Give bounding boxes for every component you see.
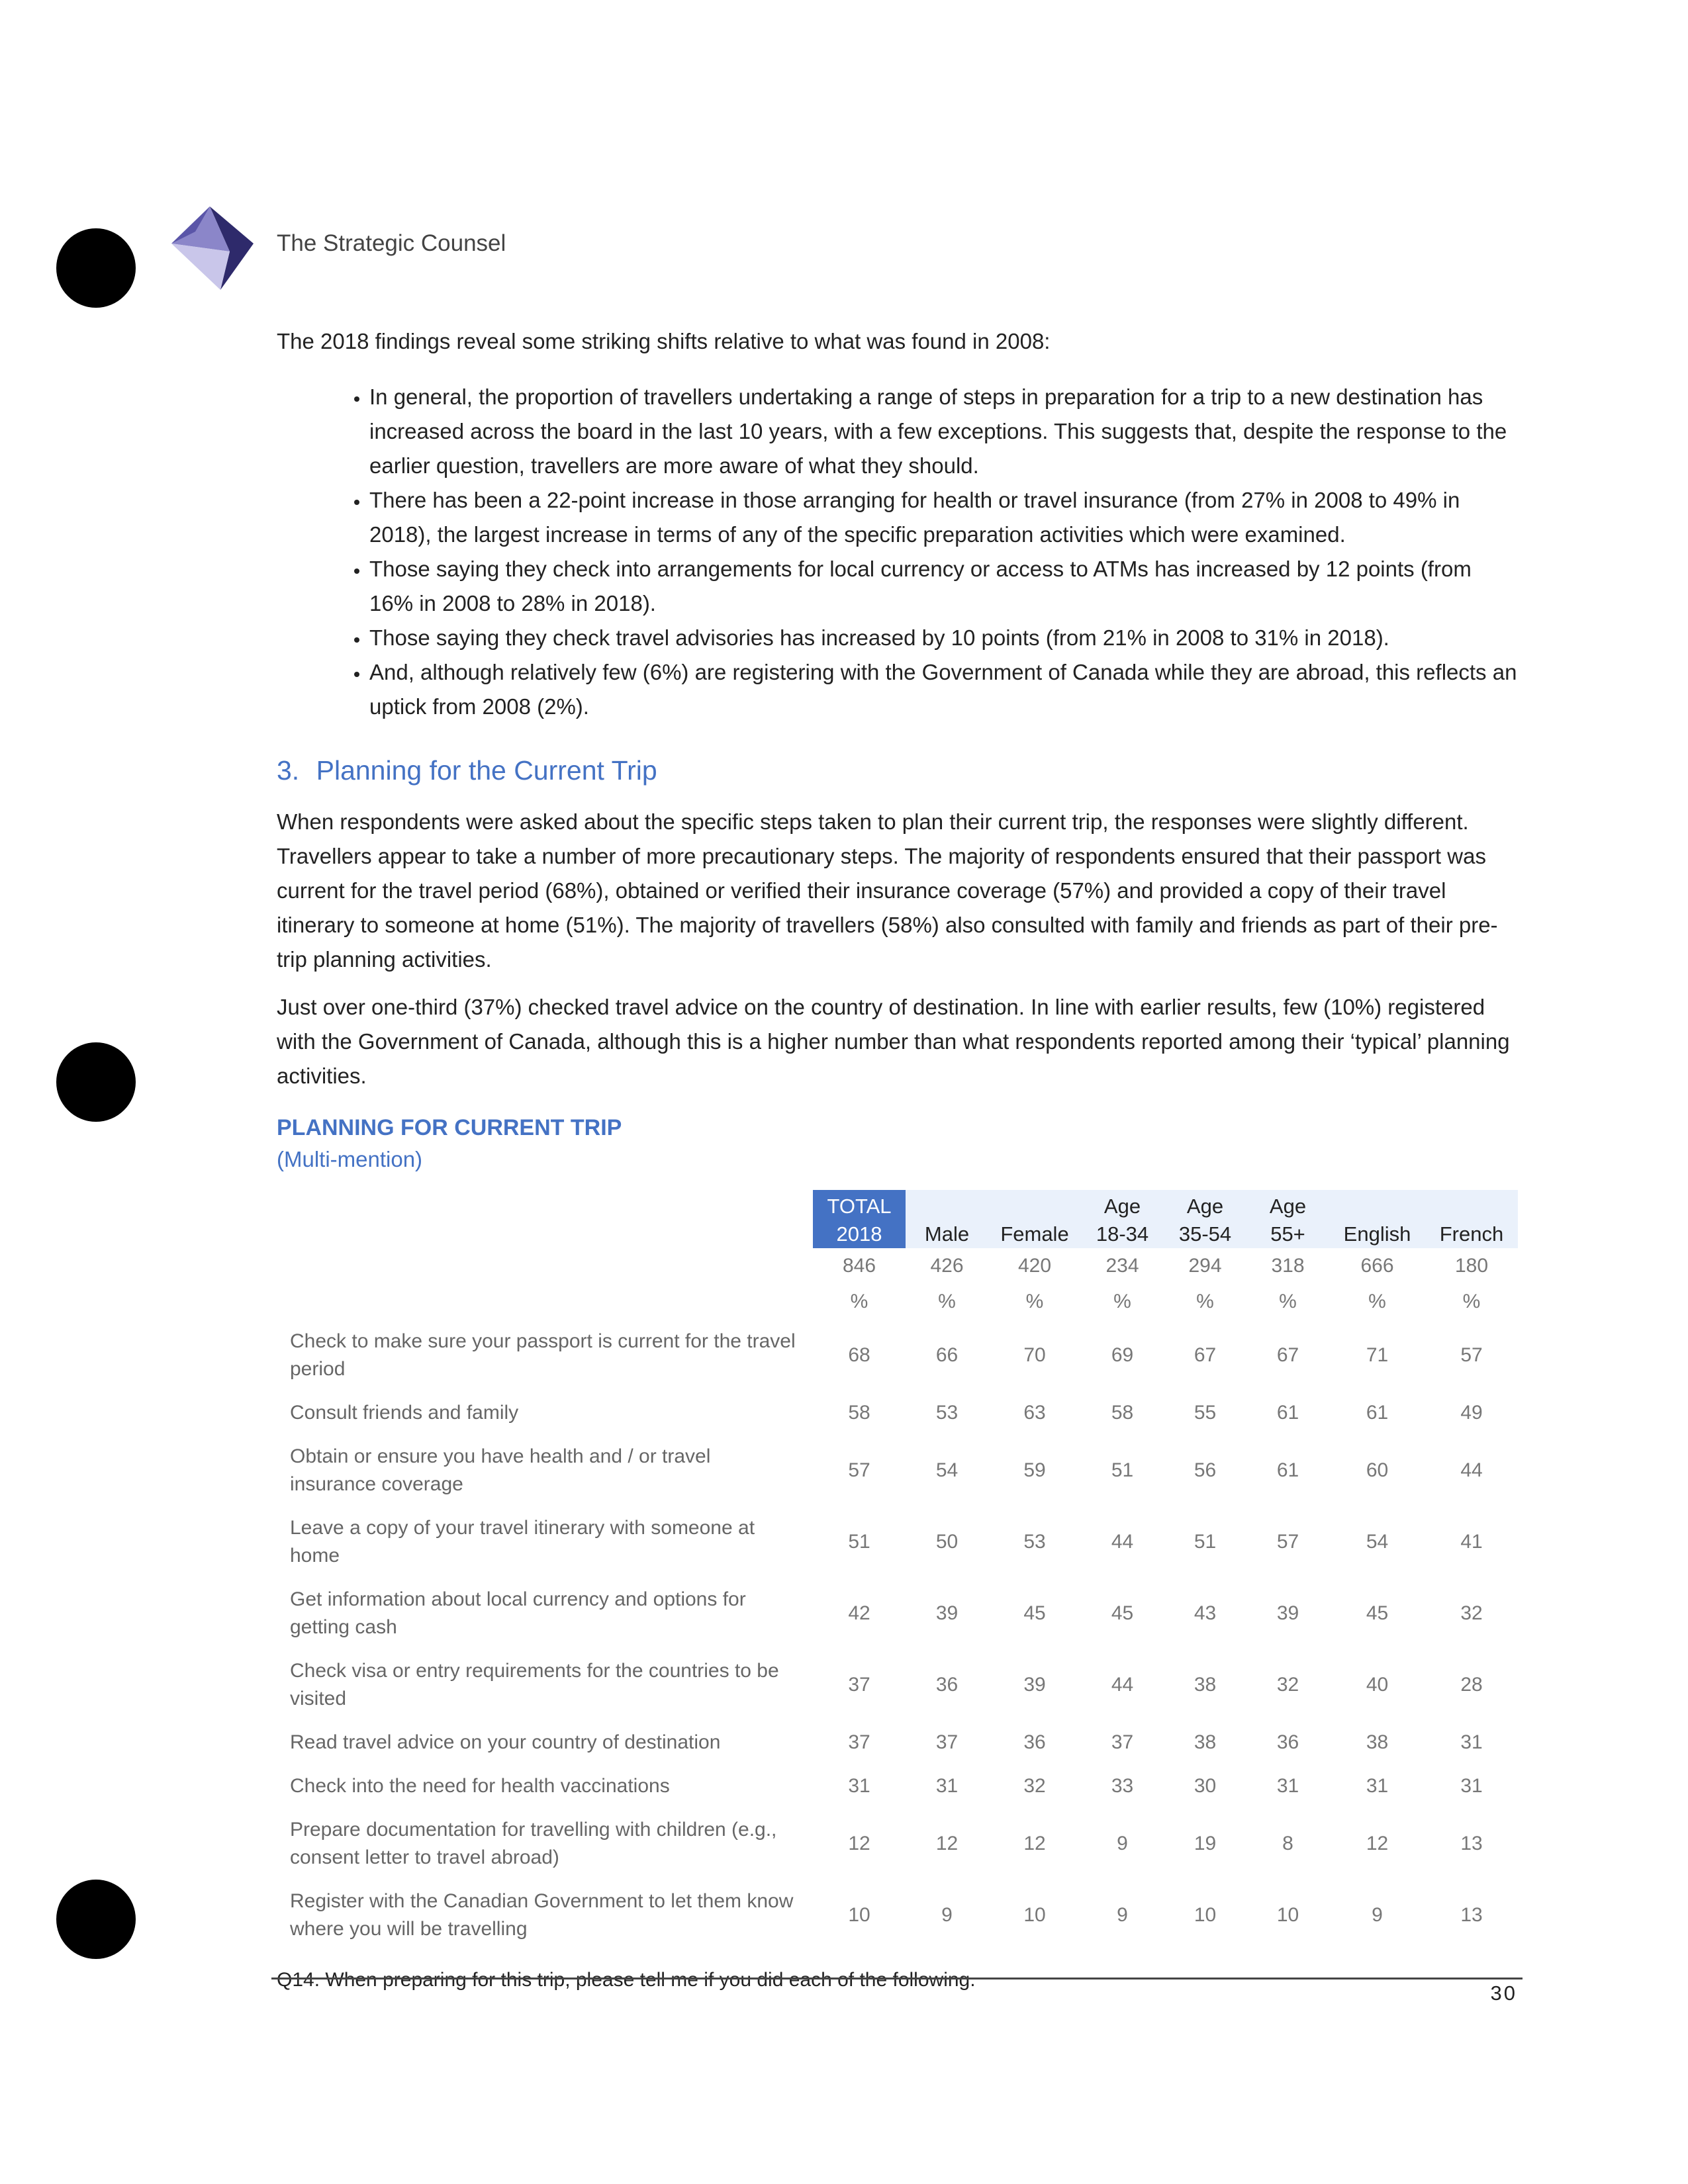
- value-cell: 57: [1460, 1344, 1483, 1366]
- punch-hole-middle: [56, 1042, 136, 1122]
- value-cell: 12: [935, 1833, 959, 1854]
- row-label: Consult friends and family: [290, 1402, 519, 1424]
- row-label: Check into the need for health vaccinations: [290, 1775, 670, 1797]
- value-cell: 10: [1276, 1904, 1299, 1926]
- unit-cell: %: [850, 1291, 868, 1312]
- value-cell: 31: [848, 1775, 870, 1797]
- value-cell: 9: [1372, 1904, 1383, 1926]
- value-cell: 39: [935, 1602, 959, 1624]
- value-cell: 53: [935, 1402, 959, 1424]
- value-cell: 53: [1023, 1531, 1046, 1553]
- value-cell: 61: [1276, 1402, 1299, 1424]
- table-row: [277, 1764, 1518, 1808]
- value-cell: 37: [935, 1731, 959, 1753]
- value-cell: 58: [848, 1402, 870, 1424]
- brand-name: The Strategic Counsel: [277, 230, 506, 256]
- base-cell: 426: [930, 1255, 964, 1277]
- value-cell: 44: [1460, 1459, 1483, 1481]
- footer-divider: [271, 1978, 1523, 1979]
- section-number: 3.: [277, 755, 300, 786]
- value-cell: 60: [1366, 1459, 1389, 1481]
- base-cell: 666: [1360, 1255, 1394, 1277]
- column-header-total: TOTAL 2018: [813, 1190, 906, 1248]
- value-cell: 31: [1276, 1775, 1299, 1797]
- finding-item: • Those saying they check into arrangements for local currency or access to ATMs has increased by 12 points (from 16% in 2008 to 28% in 2018).: [369, 552, 1518, 621]
- table-row: [277, 1880, 1518, 1951]
- unit-cell: %: [1279, 1291, 1297, 1312]
- base-row: [277, 1248, 1518, 1284]
- value-cell: 40: [1366, 1674, 1389, 1696]
- table-row: [277, 1649, 1518, 1721]
- value-cell: 54: [1366, 1531, 1389, 1553]
- value-cell: 55: [1194, 1402, 1217, 1424]
- value-cell: 32: [1460, 1602, 1483, 1624]
- section-title: Planning for the Current Trip: [316, 755, 657, 786]
- unit-cell: %: [1368, 1291, 1386, 1312]
- value-cell: 54: [935, 1459, 959, 1481]
- value-cell: 32: [1023, 1775, 1046, 1797]
- column-header-age-18-34: Age 18-34: [1081, 1190, 1164, 1248]
- row-label: Check visa or entry requirements for the countries to be visited: [290, 1660, 779, 1709]
- value-cell: 70: [1023, 1344, 1046, 1366]
- value-cell: 37: [848, 1674, 870, 1696]
- punch-hole-top: [56, 228, 136, 308]
- unit-cell: %: [1113, 1291, 1131, 1312]
- value-cell: 51: [848, 1531, 870, 1553]
- findings-list: [277, 380, 1518, 724]
- finding-item: • And, although relatively few (6%) are registering with the Government of Canada while they are abroad, this reflects an uptick from 2008 (2%).: [369, 655, 1518, 724]
- value-cell: 45: [1023, 1602, 1046, 1624]
- header-blank: [277, 1190, 813, 1248]
- value-cell: 57: [848, 1459, 870, 1481]
- value-cell: 31: [1460, 1731, 1483, 1753]
- table-row: [277, 1808, 1518, 1880]
- base-label: [277, 1248, 813, 1284]
- table-title: PLANNING FOR CURRENT TRIP: [277, 1115, 622, 1140]
- unit-cell: %: [938, 1291, 956, 1312]
- value-cell: 31: [1366, 1775, 1389, 1797]
- value-cell: 9: [1117, 1904, 1128, 1926]
- table-subtitle: (Multi-mention): [277, 1147, 423, 1171]
- column-header-female: Female: [988, 1190, 1081, 1248]
- unit-cell: %: [1025, 1291, 1044, 1312]
- column-header-male: Male: [906, 1190, 988, 1248]
- punch-hole-bottom: [56, 1880, 136, 1959]
- table-body: [277, 1320, 1518, 1951]
- value-cell: 50: [935, 1531, 959, 1553]
- intro-paragraph: The 2018 findings reveal some striking shifts relative to what was found in 2008:: [277, 329, 1051, 353]
- page-number: 30: [1490, 1981, 1517, 2005]
- base-cell: 846: [842, 1255, 876, 1277]
- value-cell: 31: [1460, 1775, 1483, 1797]
- value-cell: 38: [1194, 1674, 1217, 1696]
- value-cell: 61: [1366, 1402, 1389, 1424]
- value-cell: 10: [1023, 1904, 1046, 1926]
- unit-cell: %: [1196, 1291, 1214, 1312]
- question-note: Q14. When preparing for this trip, please tell me if you did each of the following.: [277, 1969, 976, 1991]
- row-label: Get information about local currency and options for getting cash: [290, 1588, 746, 1638]
- value-cell: 10: [1194, 1904, 1217, 1926]
- value-cell: 67: [1194, 1344, 1217, 1366]
- value-cell: 36: [935, 1674, 959, 1696]
- strategic-counsel-logo-icon: [169, 205, 255, 291]
- value-cell: 51: [1194, 1531, 1217, 1553]
- section-paragraph: When respondents were asked about the specific steps taken to plan their current trip, the responses were slightly different. Travellers appear to take a number of more precautionary steps. The majority of respondents ensured that their passport was current for the travel period (68%), obtained or verified their insurance coverage (57%) and provided a copy of their travel itinerary to someone at home (51%). The majority of travellers (58%) also consulted with family and friends as part of their pre-trip planning activities.: [277, 809, 1498, 972]
- value-cell: 19: [1194, 1833, 1217, 1854]
- row-label: Check to make sure your passport is current for the travel period: [290, 1330, 796, 1380]
- value-cell: 31: [935, 1775, 959, 1797]
- value-cell: 36: [1276, 1731, 1299, 1753]
- unit-cell: %: [1462, 1291, 1481, 1312]
- row-label: Prepare documentation for travelling with children (e.g., consent letter to travel abroad): [290, 1819, 777, 1868]
- table-row: [277, 1721, 1518, 1764]
- base-cell: 294: [1188, 1255, 1222, 1277]
- value-cell: 44: [1111, 1531, 1134, 1553]
- value-cell: 44: [1111, 1674, 1134, 1696]
- value-cell: 12: [1366, 1833, 1389, 1854]
- section-heading: [277, 751, 1518, 790]
- value-cell: 13: [1460, 1833, 1483, 1854]
- value-cell: 33: [1111, 1775, 1134, 1797]
- value-cell: 37: [848, 1731, 870, 1753]
- value-cell: 57: [1276, 1531, 1299, 1553]
- value-cell: 37: [1111, 1731, 1134, 1753]
- column-header-age-35-54: Age 35-54: [1164, 1190, 1246, 1248]
- value-cell: 59: [1023, 1459, 1046, 1481]
- value-cell: 38: [1366, 1731, 1389, 1753]
- value-cell: 13: [1460, 1904, 1483, 1926]
- unit-row: [277, 1284, 1518, 1320]
- unit-label: [277, 1284, 813, 1320]
- table-row: [277, 1435, 1518, 1506]
- row-label: Read travel advice on your country of destination: [290, 1731, 721, 1753]
- value-cell: 66: [935, 1344, 959, 1366]
- column-header-french: French: [1425, 1190, 1518, 1248]
- value-cell: 43: [1194, 1602, 1217, 1624]
- value-cell: 63: [1023, 1402, 1046, 1424]
- base-cell: 180: [1454, 1255, 1489, 1277]
- value-cell: 42: [848, 1602, 870, 1624]
- base-cell: 234: [1105, 1255, 1139, 1277]
- value-cell: 39: [1276, 1602, 1299, 1624]
- column-header-age-55-plus: Age 55+: [1246, 1190, 1329, 1248]
- finding-item: • In general, the proportion of travellers undertaking a range of steps in preparation for a trip to a new destination has increased across the board in the last 10 years, with a few exceptions. This suggests that, despite the response to the earlier question, travellers are more aware of what they should.: [369, 380, 1518, 483]
- value-cell: 71: [1366, 1344, 1389, 1366]
- section-paragraph: Just over one-third (37%) checked travel advice on the country of destination. In line with earlier results, few (10%) registered with the Government of Canada, although this is a higher number than what respondents reported among their ‘typical’ planning activities.: [277, 995, 1510, 1088]
- value-cell: 28: [1460, 1674, 1483, 1696]
- value-cell: 51: [1111, 1459, 1134, 1481]
- table-header-row: [277, 1190, 1518, 1248]
- value-cell: 56: [1194, 1459, 1217, 1481]
- value-cell: 9: [1117, 1833, 1128, 1854]
- table-row: [277, 1578, 1518, 1649]
- row-label: Leave a copy of your travel itinerary with someone at home: [290, 1517, 755, 1567]
- value-cell: 10: [848, 1904, 870, 1926]
- finding-item: • There has been a 22-point increase in those arranging for health or travel insurance (from 27% in 2008 to 49% in 2018), the largest increase in terms of any of the specific preparation activities which were examined.: [369, 483, 1518, 552]
- value-cell: 67: [1276, 1344, 1299, 1366]
- value-cell: 49: [1460, 1402, 1483, 1424]
- value-cell: 39: [1023, 1674, 1046, 1696]
- value-cell: 12: [1023, 1833, 1046, 1854]
- table-row: [277, 1391, 1518, 1435]
- value-cell: 61: [1276, 1459, 1299, 1481]
- value-cell: 32: [1276, 1674, 1299, 1696]
- value-cell: 8: [1282, 1833, 1293, 1854]
- value-cell: 58: [1111, 1402, 1134, 1424]
- base-cell: 420: [1017, 1255, 1052, 1277]
- value-cell: 68: [848, 1344, 870, 1366]
- value-cell: 45: [1366, 1602, 1389, 1624]
- value-cell: 41: [1460, 1531, 1483, 1553]
- value-cell: 9: [941, 1904, 953, 1926]
- value-cell: 36: [1023, 1731, 1046, 1753]
- value-cell: 12: [848, 1833, 870, 1854]
- table-row: [277, 1320, 1518, 1391]
- value-cell: 69: [1111, 1344, 1134, 1366]
- value-cell: 45: [1111, 1602, 1134, 1624]
- planning-table: [277, 1190, 1518, 1951]
- finding-item: • Those saying they check travel advisories has increased by 10 points (from 21% in 2008 to 31% in 2018).: [369, 621, 1518, 655]
- value-cell: 30: [1194, 1775, 1217, 1797]
- page-content: [277, 324, 1518, 1995]
- value-cell: 38: [1194, 1731, 1217, 1753]
- table-row: [277, 1506, 1518, 1578]
- row-label: Register with the Canadian Government to let them know where you will be travelling: [290, 1890, 794, 1940]
- row-label: Obtain or ensure you have health and / or travel insurance coverage: [290, 1445, 711, 1495]
- column-header-english: English: [1329, 1190, 1425, 1248]
- base-cell: 318: [1271, 1255, 1305, 1277]
